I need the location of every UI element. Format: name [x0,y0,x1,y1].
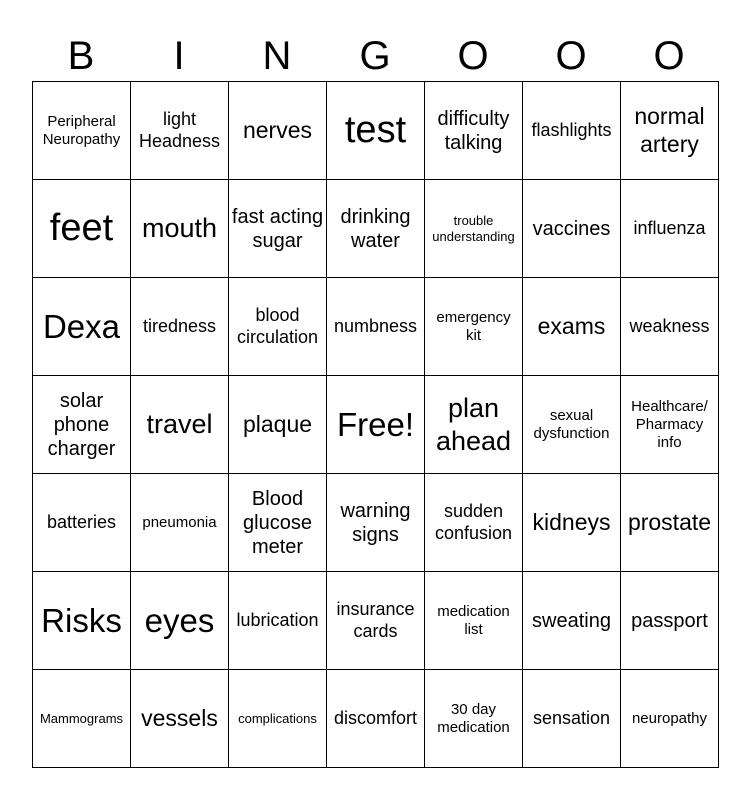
bingo-cell[interactable]: difficulty talking [425,82,523,180]
bingo-cell[interactable]: weakness [621,278,719,376]
bingo-cell[interactable]: kidneys [523,474,621,572]
bingo-cell[interactable]: 30 day medication [425,670,523,768]
bingo-cell[interactable]: Peripheral Neuropathy [33,82,131,180]
bingo-cell[interactable]: tiredness [131,278,229,376]
bingo-header [32,30,718,82]
bingo-cell[interactable]: solar phone charger [33,376,131,474]
bingo-cell[interactable]: normal artery [621,82,719,180]
bingo-cell[interactable]: nerves [229,82,327,180]
bingo-cell[interactable]: complications [229,670,327,768]
bingo-board [32,81,719,768]
bingo-cell[interactable]: Dexa [33,278,131,376]
bingo-cell[interactable]: passport [621,572,719,670]
bingo-cell[interactable]: plan ahead [425,376,523,474]
bingo-cell[interactable]: medication list [425,572,523,670]
bingo-cell[interactable]: sensation [523,670,621,768]
bingo-cell[interactable]: neuropathy [621,670,719,768]
bingo-cell[interactable]: test [327,82,425,180]
bingo-cell[interactable]: lubrication [229,572,327,670]
bingo-cell[interactable]: sweating [523,572,621,670]
bingo-cell[interactable]: sudden confusion [425,474,523,572]
header-letter-o-3: O [653,34,685,78]
bingo-cell[interactable]: Risks [33,572,131,670]
bingo-cell[interactable]: feet [33,180,131,278]
bingo-cell[interactable]: Free! [327,376,425,474]
bingo-cell[interactable]: emergency kit [425,278,523,376]
bingo-cell[interactable]: flashlights [523,82,621,180]
bingo-cell[interactable]: drinking water [327,180,425,278]
header-letter-i: I [173,34,185,78]
header-letter-g: G [359,34,391,78]
bingo-cell[interactable]: Healthcare/ Pharmacy info [621,376,719,474]
bingo-cell[interactable]: eyes [131,572,229,670]
bingo-cell[interactable]: sexual dysfunction [523,376,621,474]
header-letter-o-2: O [555,34,587,78]
bingo-cell[interactable]: Blood glucose meter [229,474,327,572]
header-letter-o-1: O [457,34,489,78]
bingo-cell[interactable]: blood circulation [229,278,327,376]
bingo-cell[interactable]: travel [131,376,229,474]
bingo-cell[interactable]: pneumonia [131,474,229,572]
header-letter-n: N [262,34,292,78]
bingo-cell[interactable]: mouth [131,180,229,278]
bingo-cell[interactable]: plaque [229,376,327,474]
bingo-cell[interactable]: exams [523,278,621,376]
bingo-cell[interactable]: warning signs [327,474,425,572]
bingo-cell[interactable]: numbness [327,278,425,376]
bingo-cell[interactable]: vaccines [523,180,621,278]
bingo-cell[interactable]: discomfort [327,670,425,768]
bingo-cell[interactable]: light Headness [131,82,229,180]
bingo-cell[interactable]: trouble understanding [425,180,523,278]
bingo-cell[interactable]: fast acting sugar [229,180,327,278]
bingo-cell[interactable]: batteries [33,474,131,572]
header-letter-b: B [67,34,95,78]
bingo-cell[interactable]: influenza [621,180,719,278]
bingo-cell[interactable]: Mammograms [33,670,131,768]
bingo-cell[interactable]: prostate [621,474,719,572]
bingo-cell[interactable]: vessels [131,670,229,768]
bingo-cell[interactable]: insurance cards [327,572,425,670]
